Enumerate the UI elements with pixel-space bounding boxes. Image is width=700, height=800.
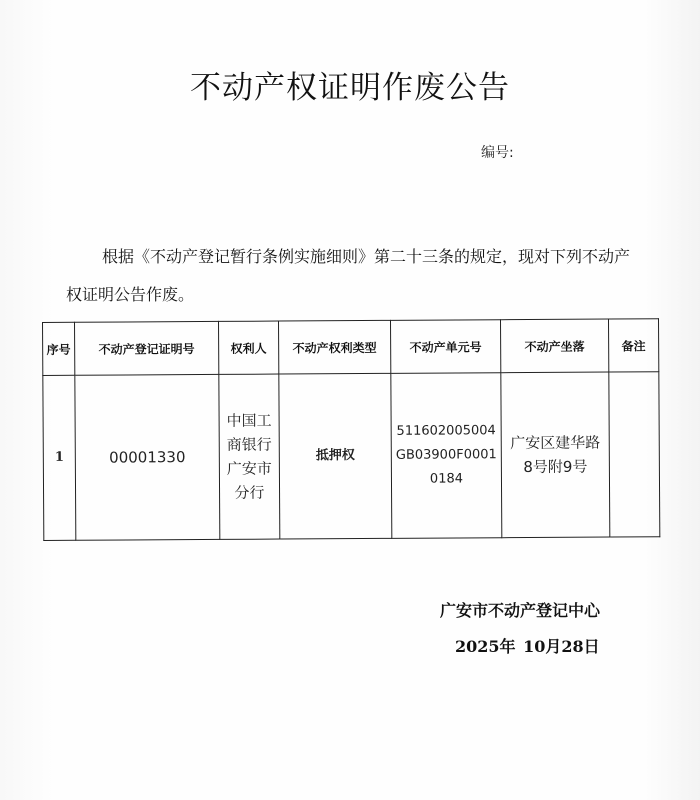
right-holder-value: 中国工 商银行 广安市 分行 [226, 411, 272, 502]
cell-location [501, 372, 610, 538]
body-paragraph: 根据《不动产登记暂行条例实施细则》第二十三条的规定，现对下列不动产权证明公告作废。 [66, 247, 631, 304]
issuer-name: 广安市不动产登记中心 [440, 601, 601, 620]
header-right-holder: 权利人 [218, 321, 278, 374]
cert-no-value: 00001330 [109, 448, 186, 467]
header-right-type: 不动产权利类型 [278, 320, 390, 374]
header-unit-no: 不动产单元号 [390, 320, 500, 374]
location-value: 广安区建华路 8号附9号 [510, 433, 601, 477]
right-type-value: 抵押权 [315, 448, 355, 464]
cell-unit-no [391, 373, 502, 539]
number-label: 编号: [481, 145, 514, 161]
header-remarks: 备注 [608, 319, 658, 372]
cell-right-type [279, 373, 392, 539]
issue-date: 2025年 10月28日 [455, 637, 600, 656]
header-location: 不动产坐落 [500, 319, 608, 373]
header-serial: 序号 [43, 322, 75, 375]
cell-right-holder [219, 374, 280, 539]
cell-cert-no [75, 374, 220, 540]
table-header-row [43, 319, 659, 376]
serial-value: 1 [54, 449, 64, 465]
header-cert-no: 不动产登记证明号 [75, 321, 219, 375]
cell-serial [43, 375, 76, 540]
cell-remarks [609, 372, 660, 537]
unit-no-value: 511602005004 GB03900F0001 0184 [395, 423, 497, 487]
page-title: 不动产权证明作废公告 [190, 70, 510, 106]
void-certificate-table [42, 318, 660, 541]
table-row [43, 372, 660, 541]
